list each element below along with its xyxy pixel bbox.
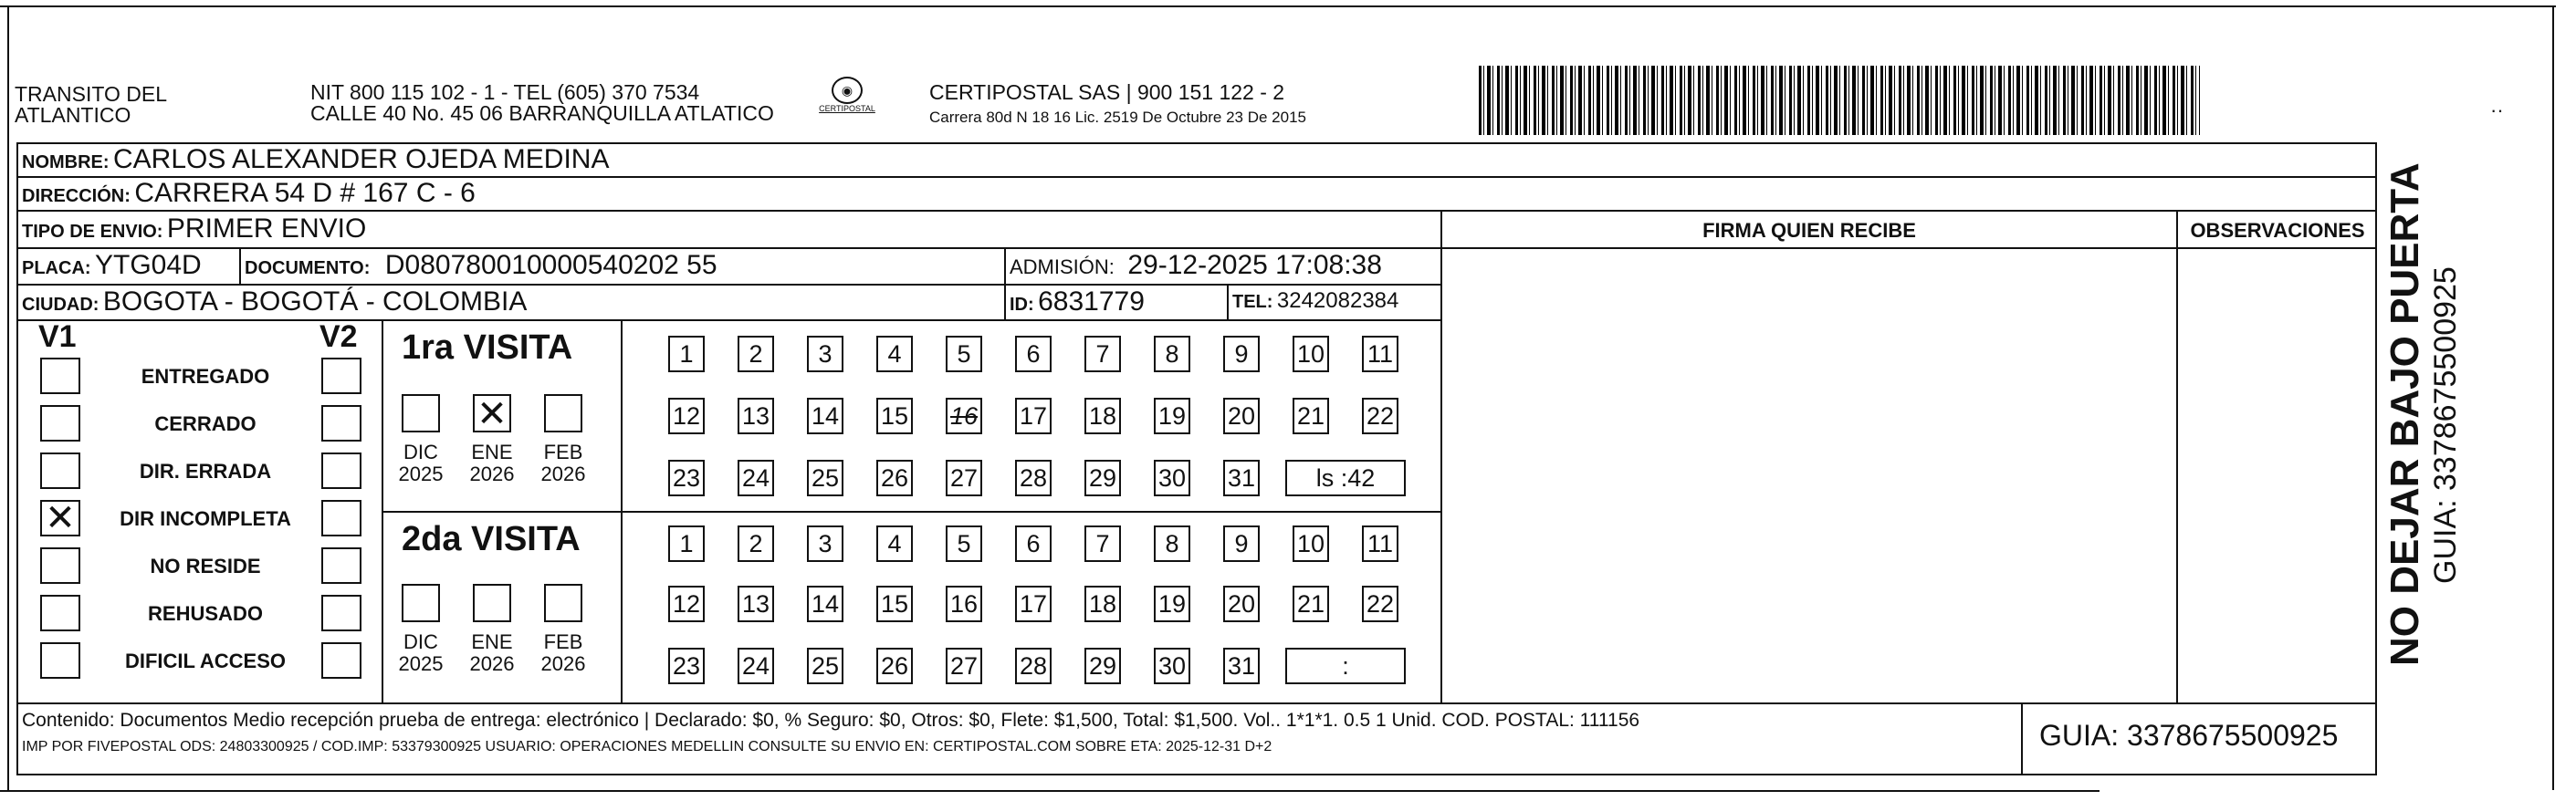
day-box[interactable]: 15 (876, 586, 913, 622)
check-x-icon: ✕ (45, 498, 76, 538)
month-name: ENE (471, 630, 513, 653)
ciudad-cell (22, 286, 527, 317)
sender-line-2: ATLANTICO (15, 103, 131, 127)
day-box[interactable]: 19 (1154, 398, 1190, 434)
month-name: DIC (403, 630, 438, 653)
day-box[interactable]: 16 (946, 398, 982, 434)
v2-checkbox[interactable] (321, 358, 361, 394)
placa-value: YTG04D (95, 250, 202, 280)
row-line-3 (16, 247, 1440, 249)
day-box[interactable]: 13 (738, 586, 774, 622)
time-box[interactable]: : (1285, 648, 1406, 684)
ciudad-value: BOGOTA - BOGOTÁ - COLOMBIA (102, 286, 528, 317)
admision-value: 29-12-2025 17:08:38 (1127, 250, 1382, 280)
direccion-label: DIRECCIÓN: (22, 186, 131, 206)
visit-divider (382, 511, 1440, 513)
second-visit-title: 2da VISITA (402, 520, 581, 558)
month-checkbox[interactable] (473, 394, 511, 432)
v1-checkbox[interactable] (40, 547, 80, 584)
first-visit-title: 1ra VISITA (402, 328, 573, 367)
v2-checkbox[interactable] (321, 547, 361, 584)
admision-label: ADMISIÓN: (1010, 255, 1115, 278)
company-line-2: Carrera 80d N 18 16 Lic. 2519 De Octubre 23 De 2015 (929, 109, 1306, 126)
v1-header: V1 (38, 319, 77, 354)
nit-line-2: CALLE 40 No. 45 06 BARRANQUILLA ATLATICO (310, 101, 774, 125)
footer-top-line (16, 702, 2377, 704)
tipo-row (22, 213, 366, 244)
day-box[interactable]: 5 (946, 336, 982, 372)
v1-checkbox[interactable] (40, 642, 80, 679)
v1-checkbox[interactable] (40, 595, 80, 631)
side-warning: NO DEJAR BAJO PUERTA (2382, 162, 2427, 666)
day-box[interactable]: 1 (668, 525, 705, 562)
day-box[interactable]: 8 (1154, 525, 1190, 562)
placa-label: PLACA: (22, 258, 91, 278)
day-box[interactable]: 12 (668, 586, 705, 622)
month-name: FEB (543, 630, 583, 653)
day-box[interactable]: 22 (1362, 586, 1398, 622)
col-footer-guia (2021, 702, 2023, 775)
day-box[interactable]: 28 (1015, 648, 1052, 684)
col-obs-left (2176, 210, 2178, 702)
logo-icon: ◉ (832, 77, 863, 104)
day-box[interactable]: 28 (1015, 460, 1052, 496)
reason-label: REHUSADO (148, 602, 263, 625)
reason-label: ENTREGADO (141, 365, 270, 388)
sender-name (15, 84, 167, 126)
reason-label: DIR. ERRADA (139, 460, 272, 483)
day-box[interactable]: 29 (1084, 648, 1121, 684)
day-box[interactable]: 17 (1015, 398, 1052, 434)
day-box[interactable]: 29 (1084, 460, 1121, 496)
day-box[interactable]: 25 (807, 460, 843, 496)
month-year: 2026 (540, 652, 586, 675)
day-box[interactable]: 6 (1015, 525, 1052, 562)
id-label: ID: (1010, 295, 1034, 315)
day-box[interactable]: 3 (807, 525, 843, 562)
day-box[interactable]: 8 (1154, 336, 1190, 372)
nit-line-1: NIT 800 115 102 - 1 - TEL (605) 370 7534 (310, 80, 700, 104)
col-admision (1004, 247, 1006, 320)
day-box[interactable]: 26 (876, 648, 913, 684)
day-box[interactable]: 1 (668, 336, 705, 372)
month-label (465, 442, 519, 485)
v1-checkbox[interactable] (40, 453, 80, 489)
month-year: 2026 (469, 463, 515, 485)
day-box[interactable]: 4 (876, 336, 913, 372)
day-box[interactable]: 27 (946, 648, 982, 684)
company-info (929, 80, 1306, 127)
day-box[interactable]: 7 (1084, 525, 1121, 562)
month-name: DIC (403, 441, 438, 463)
v2-checkbox[interactable] (321, 453, 361, 489)
month-checkbox[interactable] (544, 584, 582, 622)
day-box[interactable]: 15 (876, 398, 913, 434)
v2-checkbox[interactable] (321, 595, 361, 631)
tipo-value: PRIMER ENVIO (166, 213, 367, 244)
certipostal-logo (811, 77, 884, 122)
month-checkbox[interactable] (544, 394, 582, 432)
day-box[interactable]: 16 (946, 586, 982, 622)
reason-label: DIFICIL ACCESO (124, 650, 286, 672)
tel-value: 3242082384 (1276, 288, 1399, 313)
day-box[interactable]: 13 (738, 398, 774, 434)
day-box[interactable]: 24 (738, 648, 774, 684)
footer-contenido: Contenido: Documentos Medio recepción prueba de entrega: electrónico | Declarado: $0, % Seguro: $0, Otros: $0, Flete: $1,500, Total: $1,500. Vol.. 1*1*1. 0.5 1 Unid. COD. POSTAL: 111156 (22, 710, 1640, 731)
month-label (393, 631, 448, 675)
day-box[interactable]: 18 (1084, 586, 1121, 622)
day-box[interactable]: 14 (807, 586, 843, 622)
ciudad-label: CIUDAD: (22, 295, 99, 315)
left-border-line (7, 5, 9, 790)
row-line-2 (16, 210, 2377, 212)
day-box[interactable]: 10 (1293, 525, 1329, 562)
barcode (1479, 66, 2200, 135)
day-box[interactable]: 12 (668, 398, 705, 434)
tipo-label: TIPO DE ENVIO: (22, 222, 163, 242)
month-label (393, 442, 448, 485)
month-name: FEB (543, 441, 583, 463)
v1-checkbox[interactable] (40, 405, 80, 442)
day-box[interactable]: 22 (1362, 398, 1398, 434)
month-year: 2025 (398, 652, 444, 675)
corner-dots: ·· (2490, 99, 2504, 121)
v2-header: V2 (319, 319, 358, 354)
right-border-line (2552, 5, 2554, 790)
day-box[interactable]: 21 (1293, 586, 1329, 622)
day-box[interactable]: 9 (1223, 336, 1260, 372)
day-box[interactable]: 2 (738, 525, 774, 562)
footer-imp: IMP POR FIVEPOSTAL ODS: 24803300925 / COD.IMP: 53379300925 USUARIO: OPERACIONES MEDELLIN CONSULTE SU ENVIO EN: CERTIPOSTAL.COM SOBRE ETA: 2025-12-31 D+2 (22, 739, 1272, 754)
side-text (2382, 46, 2483, 666)
month-year: 2026 (540, 463, 586, 485)
day-box[interactable]: 31 (1223, 460, 1260, 496)
month-label (536, 631, 591, 675)
documento-cell (245, 250, 717, 281)
nombre-value: CARLOS ALEXANDER OJEDA MEDINA (113, 144, 610, 174)
day-box[interactable]: 20 (1223, 398, 1260, 434)
col-placa (239, 247, 241, 284)
day-box[interactable]: 10 (1293, 336, 1329, 372)
month-checkbox[interactable] (402, 394, 440, 432)
day-box[interactable]: 5 (946, 525, 982, 562)
id-value: 6831779 (1038, 286, 1145, 317)
tel-label: TEL: (1232, 292, 1273, 312)
nombre-label: NOMBRE: (22, 152, 110, 172)
day-box[interactable]: 23 (668, 460, 705, 496)
day-box[interactable]: 30 (1154, 460, 1190, 496)
day-box[interactable]: 31 (1223, 648, 1260, 684)
observaciones-header: OBSERVACIONES (2190, 219, 2365, 242)
check-x-icon: ✕ (476, 394, 508, 434)
nombre-row (22, 144, 610, 175)
sender-line-1: TRANSITO DEL (15, 82, 167, 106)
logo-text: CERTIPOSTAL (819, 104, 875, 113)
month-year: 2025 (398, 463, 444, 485)
firma-header: FIRMA QUIEN RECIBE (1702, 219, 1916, 242)
day-box[interactable]: 25 (807, 648, 843, 684)
day-box[interactable]: 24 (738, 460, 774, 496)
row-line-3b (1440, 247, 2377, 249)
day-box[interactable]: 6 (1015, 336, 1052, 372)
reason-label: DIR INCOMPLETA (120, 507, 291, 530)
bottom-border-line (0, 790, 2100, 792)
month-label (536, 442, 591, 485)
day-box[interactable]: 9 (1223, 525, 1260, 562)
day-box[interactable]: 21 (1293, 398, 1329, 434)
tel-cell (1232, 288, 1398, 314)
top-border-line (0, 5, 2556, 7)
col-firma-left (1440, 210, 1442, 702)
day-box[interactable]: 23 (668, 648, 705, 684)
day-box[interactable]: 4 (876, 525, 913, 562)
day-box[interactable]: 14 (807, 398, 843, 434)
month-year: 2026 (469, 652, 515, 675)
month-label (465, 631, 519, 675)
documento-value: D080780010000540202 55 (384, 250, 717, 280)
v1-checkbox[interactable] (40, 500, 80, 536)
day-box[interactable]: 11 (1362, 525, 1398, 562)
reason-label: NO RESIDE (150, 555, 261, 577)
month-checkbox[interactable] (473, 584, 511, 622)
day-box[interactable]: 17 (1015, 586, 1052, 622)
direccion-value: CARRERA 54 D # 167 C - 6 (134, 178, 476, 208)
day-box[interactable]: 2 (738, 336, 774, 372)
day-box[interactable]: 20 (1223, 586, 1260, 622)
v2-checkbox[interactable] (321, 405, 361, 442)
documento-label: DOCUMENTO: (245, 258, 371, 278)
day-box[interactable]: 11 (1362, 336, 1398, 372)
month-checkbox[interactable] (402, 584, 440, 622)
v2-checkbox[interactable] (321, 642, 361, 679)
sender-nit (310, 82, 774, 124)
v2-checkbox[interactable] (321, 500, 361, 536)
day-box[interactable]: 30 (1154, 648, 1190, 684)
month-name: ENE (471, 441, 513, 463)
col-tel (1227, 284, 1229, 320)
day-box[interactable]: 26 (876, 460, 913, 496)
day-box[interactable]: 27 (946, 460, 982, 496)
placa-cell (22, 250, 202, 281)
day-box[interactable]: 7 (1084, 336, 1121, 372)
company-line-1: CERTIPOSTAL SAS | 900 151 122 - 2 (929, 80, 1285, 104)
v1-checkbox[interactable] (40, 358, 80, 394)
direccion-row (22, 178, 476, 209)
id-cell (1010, 286, 1145, 317)
admision-cell (1010, 250, 1382, 281)
time-box[interactable]: ls :42 (1285, 460, 1406, 496)
day-box[interactable]: 19 (1154, 586, 1190, 622)
footer-guia: GUIA: 3378675500925 (2039, 719, 2339, 752)
day-box[interactable]: 18 (1084, 398, 1121, 434)
reason-label: CERRADO (154, 412, 257, 435)
side-guia: GUIA: 3378675500925 (2428, 266, 2463, 584)
day-box[interactable]: 3 (807, 336, 843, 372)
